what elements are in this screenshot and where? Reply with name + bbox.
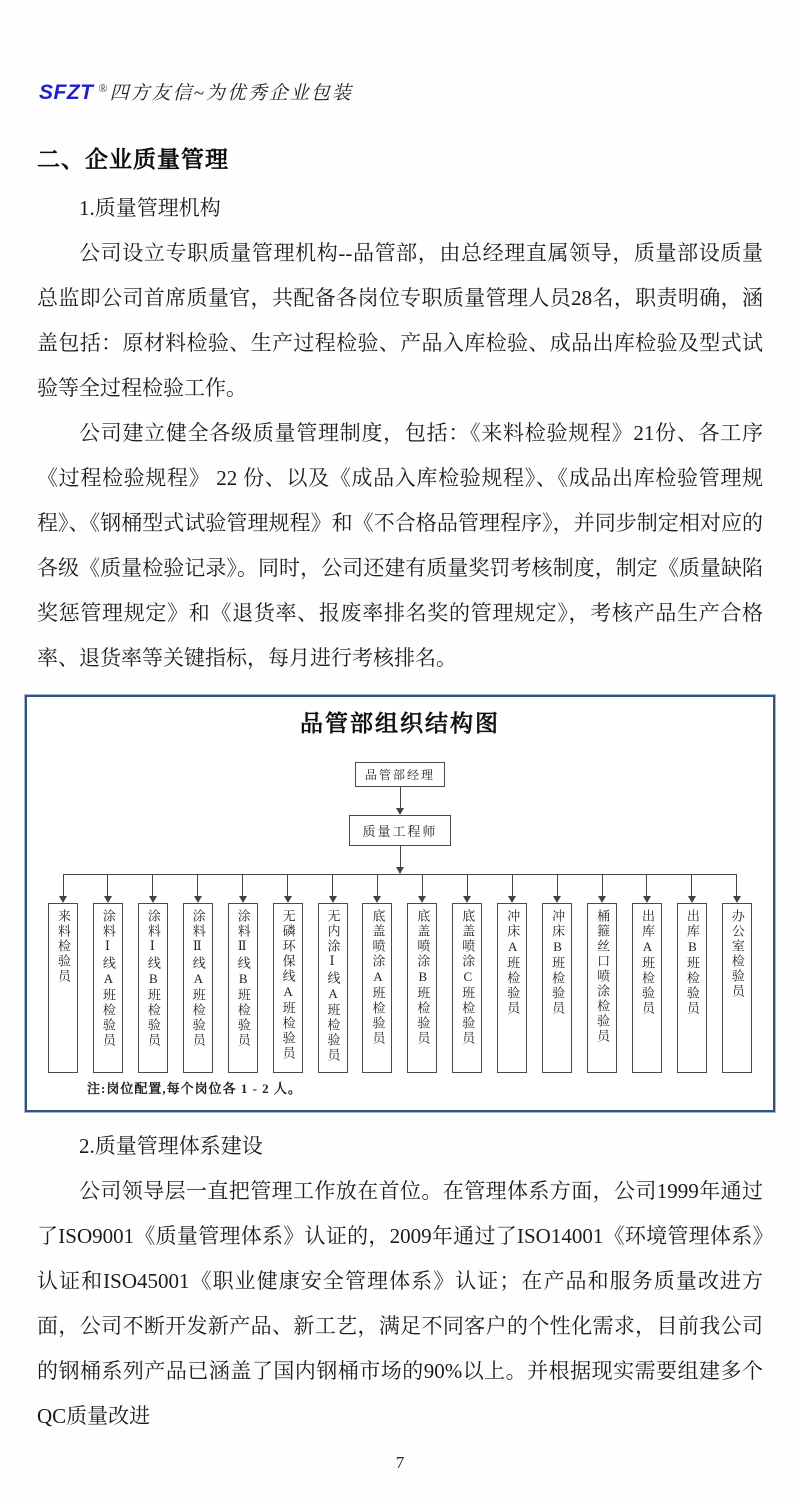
org-position-box: 底盖喷涂C班检验员	[452, 903, 482, 1073]
org-box-engineer: 质量工程师	[349, 815, 450, 846]
arrow-down-icon	[149, 875, 157, 903]
registered-trademark-icon: ®	[98, 81, 108, 95]
org-position-column	[631, 875, 663, 1073]
org-position-box: 无内涂Ⅰ线A班检验员	[318, 903, 348, 1073]
arrow-down-icon	[329, 875, 337, 903]
arrow-down-icon	[733, 875, 741, 903]
org-position-box: 冲床B班检验员	[542, 903, 572, 1073]
paragraph-quality-system: 公司建立健全各级质量管理制度，包括：《来料检验规程》21份、各工序《过程检验规程》 22 份、以及《成品入库检验规程》、《成品出库检验管理规程》、《钢桶型式试验管理规程》和《不合格品管理程序》，并同步制定相对应的各级《质量检验记录》。同时，公司还建有质量奖罚考核制度，制定《质量缺陷奖惩管理规定》和《退货率、报废率排名奖的管理规定》，考核产品生产合格率、退货率等关键指标，每月进行考核排名。	[37, 421, 763, 670]
arrow-down-icon	[59, 875, 67, 903]
org-position-column	[586, 875, 618, 1073]
org-chart-note: 注:岗位配置,每个岗位各 1 - 2 人。	[87, 1081, 302, 1096]
org-position-box: 无磷环保线A班检验员	[273, 903, 303, 1073]
arrow-down-icon	[463, 875, 471, 903]
org-position-box: 底盖喷涂B班检验员	[407, 903, 437, 1073]
org-chart-bottom-level	[47, 874, 753, 1073]
org-position-column	[406, 875, 438, 1073]
org-position-box: 涂料Ⅱ线A班检验员	[183, 903, 213, 1073]
arrow-down-icon	[284, 875, 292, 903]
org-chart-top-level	[27, 762, 773, 874]
org-position-box: 出库A班检验员	[632, 903, 662, 1073]
subsection-1-title: 1.质量管理机构	[79, 196, 221, 220]
arrow-down-icon	[396, 846, 404, 874]
org-chart-figure	[25, 695, 775, 1112]
paragraph-quality-org: 公司设立专职质量管理机构--品管部，由总经理直属领导，质量部设质量总监即公司首席质量官，共配备各岗位专职质量管理人员28名，职责明确，涵盖包括：原材料检验、生产过程检验、产品入库检验、成品出库检验及型式试验等全过程检验工作。	[37, 241, 763, 400]
arrow-down-icon	[418, 875, 426, 903]
org-chart-title: 品管部组织结构图	[300, 710, 500, 736]
org-position-box: 出库B班检验员	[677, 903, 707, 1073]
org-position-box: 桶箍丝口喷涂检验员	[587, 903, 617, 1073]
arrow-down-icon	[373, 875, 381, 903]
arrow-down-icon	[239, 875, 247, 903]
org-position-column	[451, 875, 483, 1073]
org-position-box: 办公室检验员	[722, 903, 752, 1073]
org-position-column	[361, 875, 393, 1073]
page-number: 7	[395, 1453, 405, 1472]
org-position-box: 来料检验员	[48, 903, 78, 1073]
arrow-down-icon	[643, 875, 651, 903]
org-box-manager: 品管部经理	[355, 762, 445, 787]
org-position-box: 涂料Ⅰ线A班检验员	[93, 903, 123, 1073]
org-position-column	[227, 875, 259, 1073]
company-logo: SFZT	[39, 81, 94, 104]
org-position-column	[541, 875, 573, 1073]
section-title: 二、企业质量管理	[37, 146, 229, 172]
org-position-column	[496, 875, 528, 1073]
arrow-down-icon	[194, 875, 202, 903]
arrow-down-icon	[396, 787, 404, 815]
connector-horizontal-line	[63, 874, 737, 875]
arrow-down-icon	[598, 875, 606, 903]
company-header	[39, 78, 763, 105]
org-position-box: 涂料Ⅱ线B班检验员	[228, 903, 258, 1073]
org-position-column	[676, 875, 708, 1073]
org-position-column	[721, 875, 753, 1073]
arrow-down-icon	[508, 875, 516, 903]
org-position-column	[47, 875, 79, 1073]
org-position-box: 底盖喷涂A班检验员	[362, 903, 392, 1073]
org-position-box: 冲床A班检验员	[497, 903, 527, 1073]
company-tagline: 四方友信~为优秀企业包装	[109, 83, 353, 104]
org-position-column	[182, 875, 214, 1073]
arrow-down-icon	[553, 875, 561, 903]
subsection-2-title: 2.质量管理体系建设	[79, 1134, 263, 1158]
org-position-column	[92, 875, 124, 1073]
org-position-column	[317, 875, 349, 1073]
arrow-down-icon	[688, 875, 696, 903]
org-position-column	[272, 875, 304, 1073]
paragraph-management-system: 公司领导层一直把管理工作放在首位。在管理体系方面，公司1999年通过了ISO9001《质量管理体系》认证的，2009年通过了ISO14001《环境管理体系》认证和ISO45001《职业健康安全管理体系》认证；在产品和服务质量改进方面，公司不断开发新产品、新工艺，满足不同客户的个性化需求，目前我公司的钢桶系列产品已涵盖了国内钢桶市场的90%以上。并根据现实需要组建多个QC质量改进	[37, 1179, 763, 1428]
org-position-column	[137, 875, 169, 1073]
org-position-box: 涂料Ⅰ线B班检验员	[138, 903, 168, 1073]
arrow-down-icon	[104, 875, 112, 903]
